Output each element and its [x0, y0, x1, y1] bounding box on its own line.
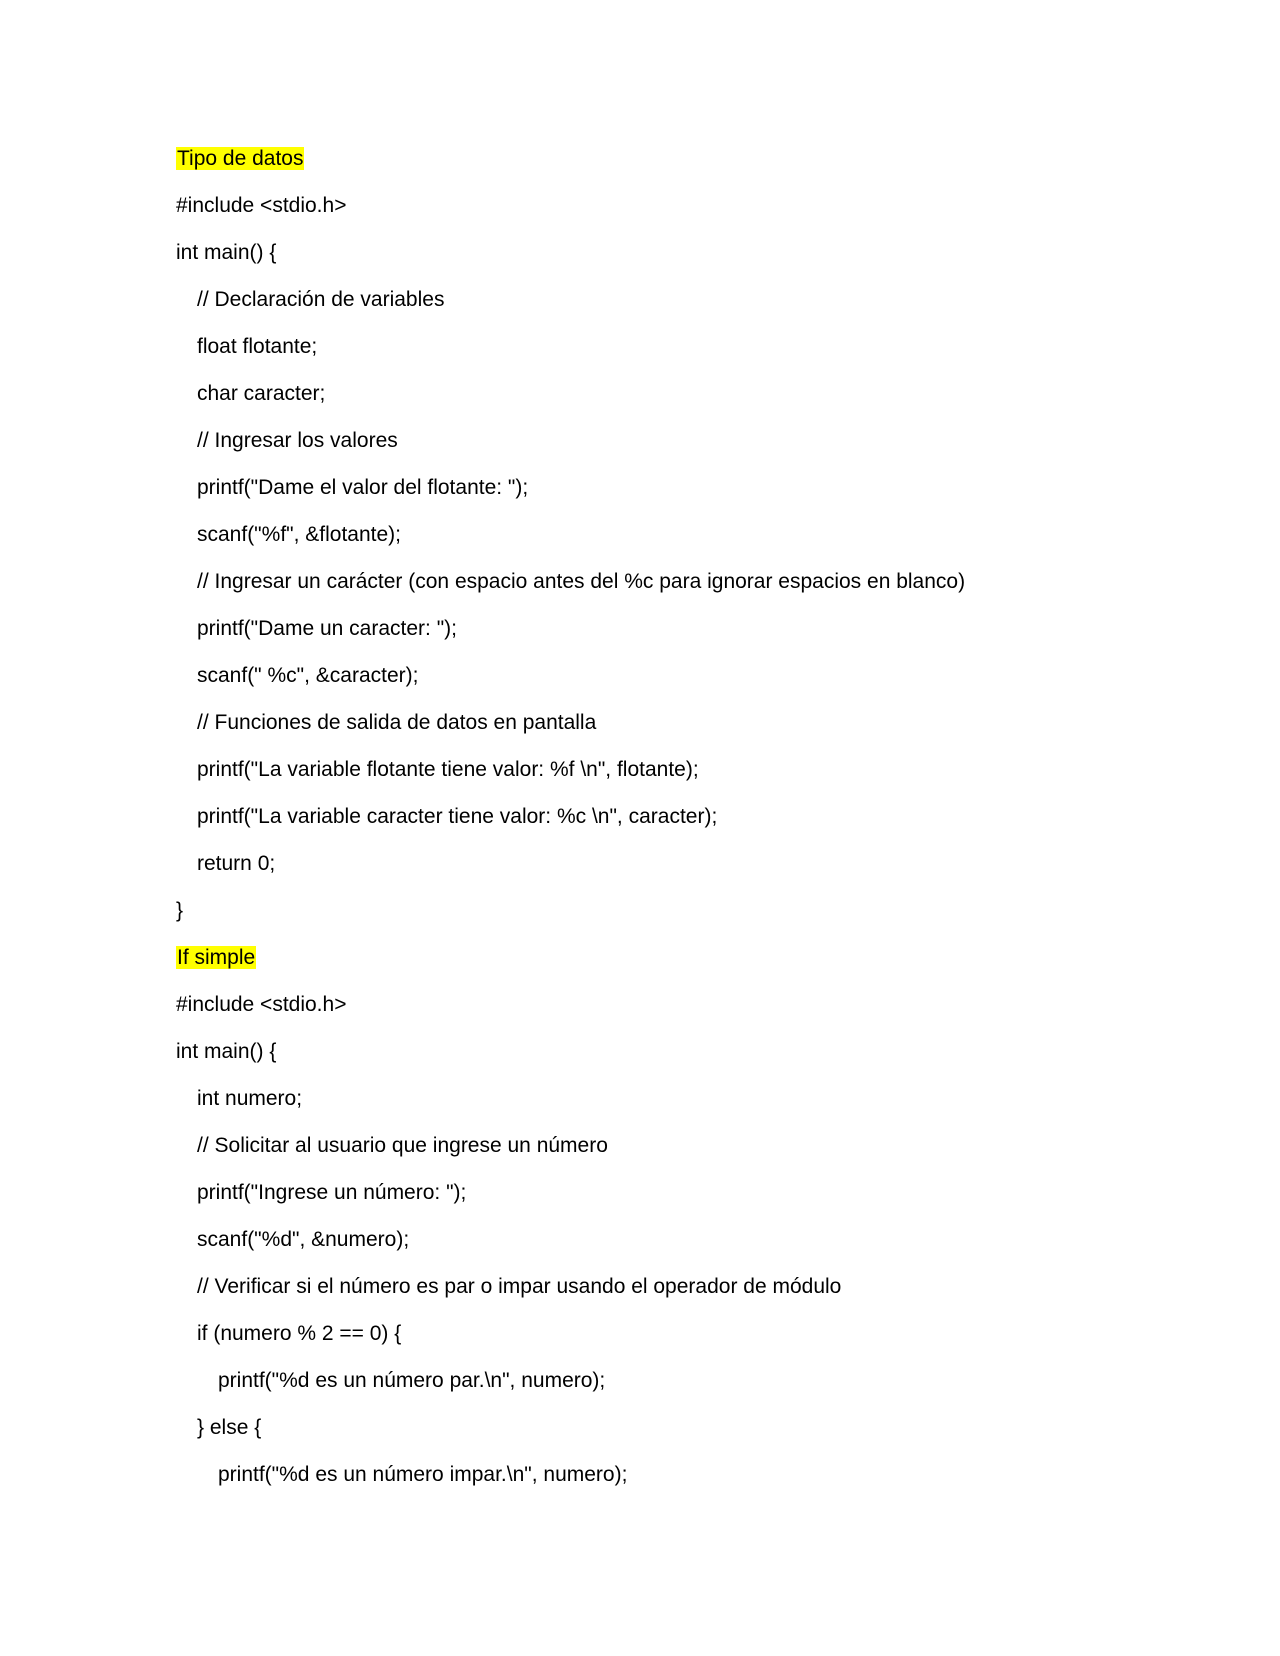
code-line: scanf("%d", &numero); [197, 1228, 410, 1251]
code-comment: // Ingresar un carácter (con espacio antes del %c para ignorar espacios en blanco) [197, 570, 966, 593]
highlighted-heading: Tipo de datos [177, 147, 304, 170]
code-line: if (numero % 2 == 0) { [197, 1322, 402, 1345]
code-line: printf("Ingrese un número: "); [197, 1181, 467, 1204]
highlighted-heading: If simple [177, 946, 256, 969]
code-line: scanf("%f", &flotante); [197, 523, 401, 546]
code-line: printf("%d es un número impar.\n", numero); [218, 1463, 628, 1486]
code-line: printf("Dame el valor del flotante: "); [197, 476, 529, 499]
code-line: int main() { [176, 1040, 277, 1063]
code-line: int numero; [197, 1087, 303, 1110]
code-line: return 0; [197, 852, 276, 875]
code-comment: // Ingresar los valores [197, 429, 398, 452]
code-line: #include <stdio.h> [176, 194, 347, 217]
code-line: printf("%d es un número par.\n", numero); [218, 1369, 606, 1392]
code-line: char caracter; [197, 382, 326, 405]
code-comment: // Solicitar al usuario que ingrese un número [197, 1134, 608, 1157]
code-line: } else { [197, 1416, 262, 1439]
code-line: #include <stdio.h> [176, 993, 347, 1016]
code-comment: // Declaración de variables [197, 288, 445, 311]
code-line: } [176, 899, 184, 922]
code-line: printf("La variable flotante tiene valor: %f \n", flotante); [197, 758, 699, 781]
code-line: printf("Dame un caracter: "); [197, 617, 457, 640]
code-comment: // Verificar si el número es par o impar usando el operador de módulo [197, 1275, 842, 1298]
code-line: float flotante; [197, 335, 318, 358]
code-line: int main() { [176, 241, 277, 264]
section-heading-if-simple [176, 944, 1176, 991]
code-comment: // Funciones de salida de datos en pantalla [197, 711, 597, 734]
code-line: scanf(" %c", &caracter); [197, 664, 419, 687]
code-line: printf("La variable caracter tiene valor: %c \n", caracter); [197, 805, 718, 828]
section-heading-tipo-de-datos [176, 145, 1176, 192]
document-content [176, 145, 1176, 1508]
